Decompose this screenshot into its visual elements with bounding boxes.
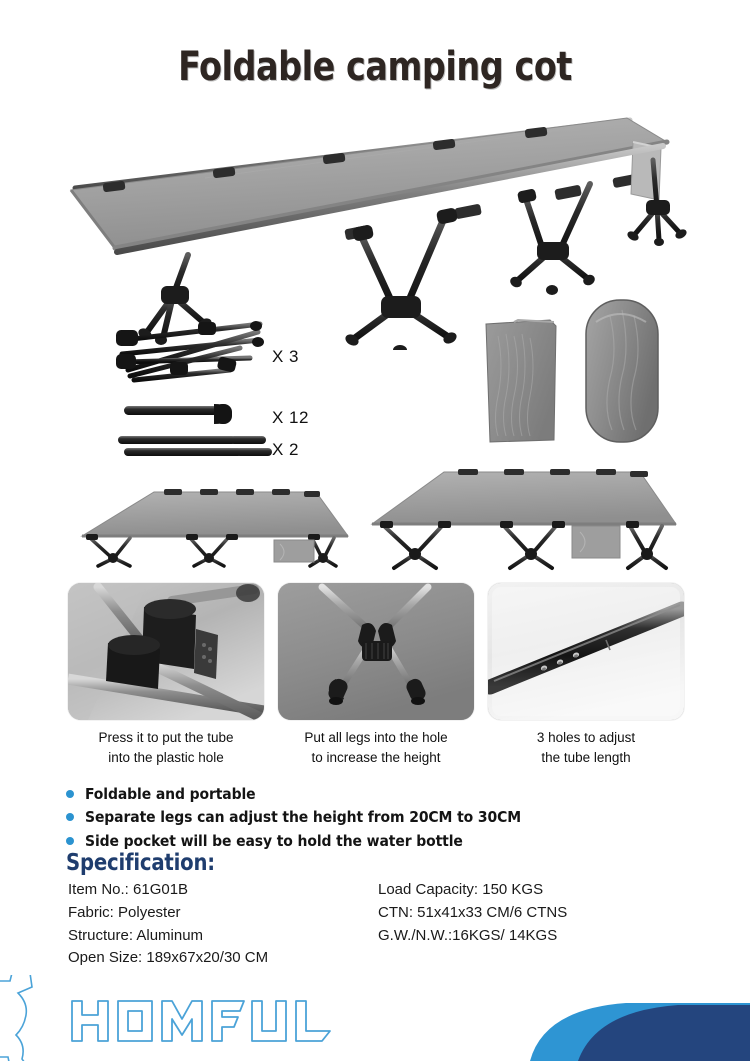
specification-left-column — [68, 879, 268, 970]
bullet-dot-icon — [66, 813, 74, 821]
accessories-image — [478, 292, 683, 452]
spec-load-capacity: Load Capacity: 150 KGS — [378, 881, 544, 898]
caption-2-line-2: to increase the height — [311, 749, 441, 765]
page-title: Foldable camping cot — [178, 44, 572, 90]
spec-item-no: Item No.: 61G01B — [68, 881, 189, 898]
detail-panel-legs-hole — [278, 583, 474, 720]
spec-gw-nw: G.W./N.W.:16KGS/ 14KGS — [378, 926, 558, 944]
spec-ctn: CTN: 51x41x33 CM/6 CTNS — [378, 903, 568, 921]
caption-1-line-2: into the plastic hole — [108, 749, 224, 765]
feature-text: Foldable and portable — [85, 785, 256, 803]
spec-open-size: Open Size: 189x67x20/30 CM — [68, 949, 269, 967]
page-footer — [0, 975, 750, 1061]
caption-panel-2 — [278, 728, 474, 774]
caption-panel-1 — [68, 728, 264, 774]
bullet-dot-icon — [66, 790, 74, 798]
caption-3-line-1: 3 holes to adjust — [536, 730, 636, 745]
bullet-dot-icon — [66, 837, 74, 845]
spec-structure: Structure: Aluminum — [68, 926, 204, 944]
detail-panel-tube-holes — [488, 583, 684, 720]
feature-item — [66, 784, 686, 805]
caption-panel-3 — [488, 728, 684, 774]
feature-text: Side pocket will be easy to hold the water bottle — [85, 831, 463, 850]
detail-panels — [68, 583, 684, 720]
detail-panel-plastic-hub — [68, 583, 264, 720]
parts-qty-rails: X 2 — [272, 440, 300, 459]
feature-item — [66, 807, 686, 828]
parts-diagram — [110, 310, 350, 465]
spec-fabric: Fabric: Polyester — [68, 903, 181, 921]
specification-heading: Specification: — [66, 850, 215, 876]
specification-right-column — [378, 879, 567, 947]
caption-1-line-1: Press it to put the tube — [98, 730, 234, 745]
parts-qty-legs: X 3 — [272, 347, 300, 366]
parts-qty-tubes: X 12 — [272, 408, 309, 427]
product-views-image — [68, 466, 688, 578]
feature-item — [66, 831, 686, 852]
feature-list — [66, 784, 686, 854]
caption-3-line-2: the tube length — [541, 749, 631, 765]
caption-2-line-1: Put all legs into the hole — [304, 730, 448, 745]
detail-captions — [68, 728, 684, 774]
feature-text: Separate legs can adjust the height from 20CM to 30CM — [85, 808, 522, 827]
